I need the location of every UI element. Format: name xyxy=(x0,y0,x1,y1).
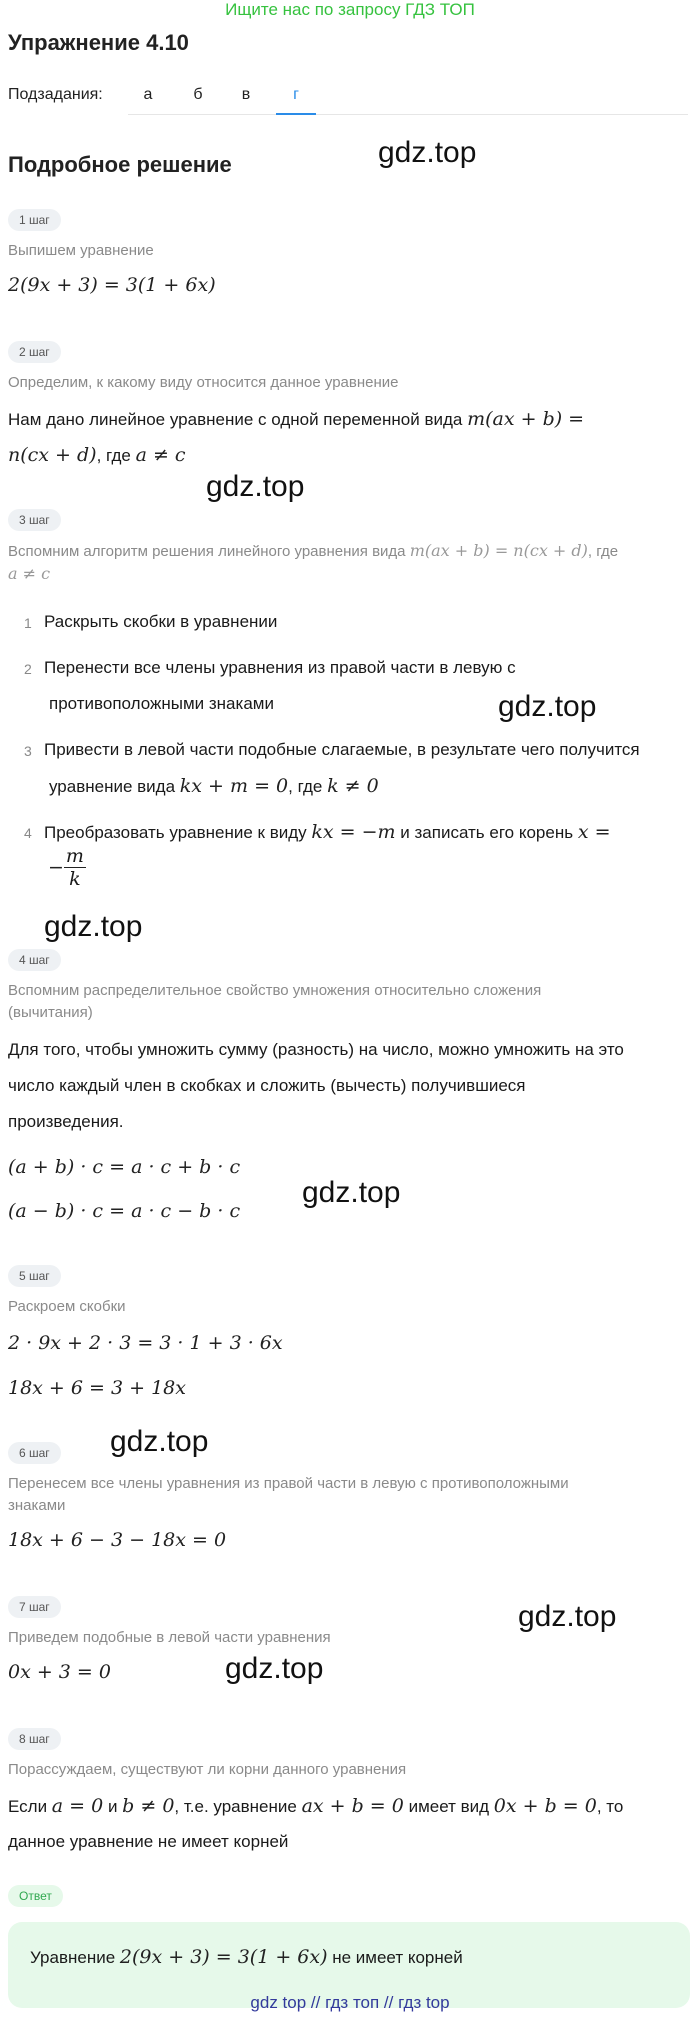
watermark: gdz.top xyxy=(518,1600,617,1633)
watermark: gdz.top xyxy=(498,690,597,723)
list-item: Привести в левой части подобные слагаемые, в результате чего получится xyxy=(44,740,640,759)
search-banner: Ищите нас по запросу ГДЗ ТОП xyxy=(225,0,475,19)
step-badge: 4 шаг xyxy=(8,949,61,971)
formula: 2 · 9x + 2 · 3 = 3 · 1 + 3 · 6x xyxy=(8,1332,283,1354)
watermark: gdz.top xyxy=(44,910,143,943)
list-item: противоположными знаками xyxy=(49,694,274,713)
step-badge: 8 шаг xyxy=(8,1728,61,1750)
formula: 2(9x + 3) = 3(1 + 6x) xyxy=(8,274,216,296)
watermark: gdz.top xyxy=(225,1652,324,1685)
math: a ≠ c xyxy=(8,564,51,583)
text: Нам дано линейное уравнение с одной переменной вида xyxy=(8,410,468,429)
math: 0x + b = 0 xyxy=(493,1795,597,1817)
subtask-tab-b[interactable]: б xyxy=(193,86,203,103)
exercise-title: Упражнение 4.10 xyxy=(8,30,189,55)
step-badge: 6 шаг xyxy=(8,1442,61,1464)
step-hint: (вычитания) xyxy=(8,1004,93,1021)
step-hint: Определим, к какому виду относится данное уравнение xyxy=(8,374,399,391)
step-text xyxy=(8,1788,698,1825)
text: Вспомним алгоритм решения линейного уравнения вида xyxy=(8,543,410,560)
list-item-number: 4 xyxy=(24,825,32,841)
text: Преобразовать уравнение к виду xyxy=(44,823,312,842)
step-badge: 7 шаг xyxy=(8,1596,61,1618)
step-hint: знаками xyxy=(8,1497,66,1514)
formula: 18x + 6 − 3 − 18x = 0 xyxy=(8,1529,227,1551)
step-hint: Раскроем скобки xyxy=(8,1298,126,1315)
list-item-number: 1 xyxy=(24,615,32,631)
math: a ≠ c xyxy=(135,444,186,466)
math: x = xyxy=(577,821,611,843)
list-item-number: 3 xyxy=(24,743,32,759)
step-hint: Вспомним распределительное свойство умножения относительно сложения xyxy=(8,982,542,999)
text: , т.е. уравнение xyxy=(174,1797,302,1816)
section-title: Подробное решение xyxy=(8,152,232,177)
step-hint: Выпишем уравнение xyxy=(8,242,154,259)
watermark: gdz.top xyxy=(302,1176,401,1209)
watermark: gdz.top xyxy=(110,1425,209,1458)
list-item: Раскрыть скобки в уравнении xyxy=(44,612,278,631)
text: , где xyxy=(587,543,619,560)
fraction-denominator: k xyxy=(69,868,81,890)
answer-text xyxy=(30,1946,463,1968)
text: имеет вид xyxy=(403,1797,494,1816)
math: m(ax + b) = n(cx + d) xyxy=(409,541,588,560)
math: ax + b = 0 xyxy=(301,1795,404,1817)
subtask-tab-a[interactable]: а xyxy=(143,86,153,103)
step-text: произведения. xyxy=(8,1112,124,1131)
step-hint xyxy=(8,540,698,563)
list-item-number: 2 xyxy=(24,661,32,677)
math: b ≠ 0 xyxy=(122,1795,175,1817)
step-text xyxy=(8,401,698,438)
fraction xyxy=(64,845,86,890)
text: , где xyxy=(96,446,136,465)
text: уравнение вида xyxy=(49,777,180,796)
subtask-tab-v[interactable]: в xyxy=(241,86,251,103)
formula: 0x + 3 = 0 xyxy=(8,1661,111,1683)
math: kx + m = 0 xyxy=(179,775,289,797)
step-badge: 3 шаг xyxy=(8,509,61,531)
list-item xyxy=(44,814,611,851)
formula: 18x + 6 = 3 + 18x xyxy=(8,1377,186,1399)
math: k ≠ 0 xyxy=(327,775,379,797)
math: m(ax + b) = xyxy=(467,408,585,430)
subtasks-label: Подзадания: xyxy=(8,86,103,103)
step-badge: 2 шаг xyxy=(8,341,61,363)
math: a = 0 xyxy=(51,1795,104,1817)
math: 2(9x + 3) = 3(1 + 6x) xyxy=(119,1946,328,1968)
math: n(cx + d) xyxy=(8,444,97,466)
step-badge: 1 шаг xyxy=(8,209,61,231)
text: Если xyxy=(8,1797,52,1816)
fraction-line xyxy=(48,845,86,890)
step-hint xyxy=(8,563,50,586)
step-hint: Порассуждаем, существуют ли корни данного уравнения xyxy=(8,1761,407,1778)
step-hint: Приведем подобные в левой части уравнения xyxy=(8,1629,331,1646)
step-text: данное уравнение не имеет корней xyxy=(8,1832,289,1851)
math: kx = −m xyxy=(311,821,396,843)
text: не имеет корней xyxy=(327,1948,463,1967)
math: − xyxy=(48,856,64,879)
step-badge: 5 шаг xyxy=(8,1265,61,1287)
list-item: Перенести все члены уравнения из правой части в левую с xyxy=(44,658,516,677)
text: , где xyxy=(288,777,328,796)
step-text xyxy=(8,437,186,474)
text: Уравнение xyxy=(30,1948,120,1967)
footer-links[interactable]: gdz top // гдз топ // гдз top xyxy=(250,1993,450,2012)
step-hint: Перенесем все члены уравнения из правой части в левую с противоположными xyxy=(8,1475,569,1492)
text: и записать его корень xyxy=(395,823,578,842)
step-text: число каждый член в скобках и сложить (вычесть) получившиеся xyxy=(8,1076,526,1095)
watermark: gdz.top xyxy=(378,136,477,169)
formula: (a + b) · c = a · c + b · c xyxy=(8,1156,241,1178)
subtask-tab-g[interactable]: г xyxy=(276,82,316,115)
answer-badge: Ответ xyxy=(8,1885,63,1907)
formula: (a − b) · c = a · c − b · c xyxy=(8,1200,241,1222)
text: , то xyxy=(596,1797,624,1816)
text: и xyxy=(103,1797,123,1816)
step-text: Для того, чтобы умножить сумму (разность) на число, можно умножить на это xyxy=(8,1040,624,1059)
watermark: gdz.top xyxy=(206,470,305,503)
subtasks-tabs xyxy=(128,82,688,115)
list-item xyxy=(49,768,379,805)
fraction-numerator: m xyxy=(65,845,84,867)
